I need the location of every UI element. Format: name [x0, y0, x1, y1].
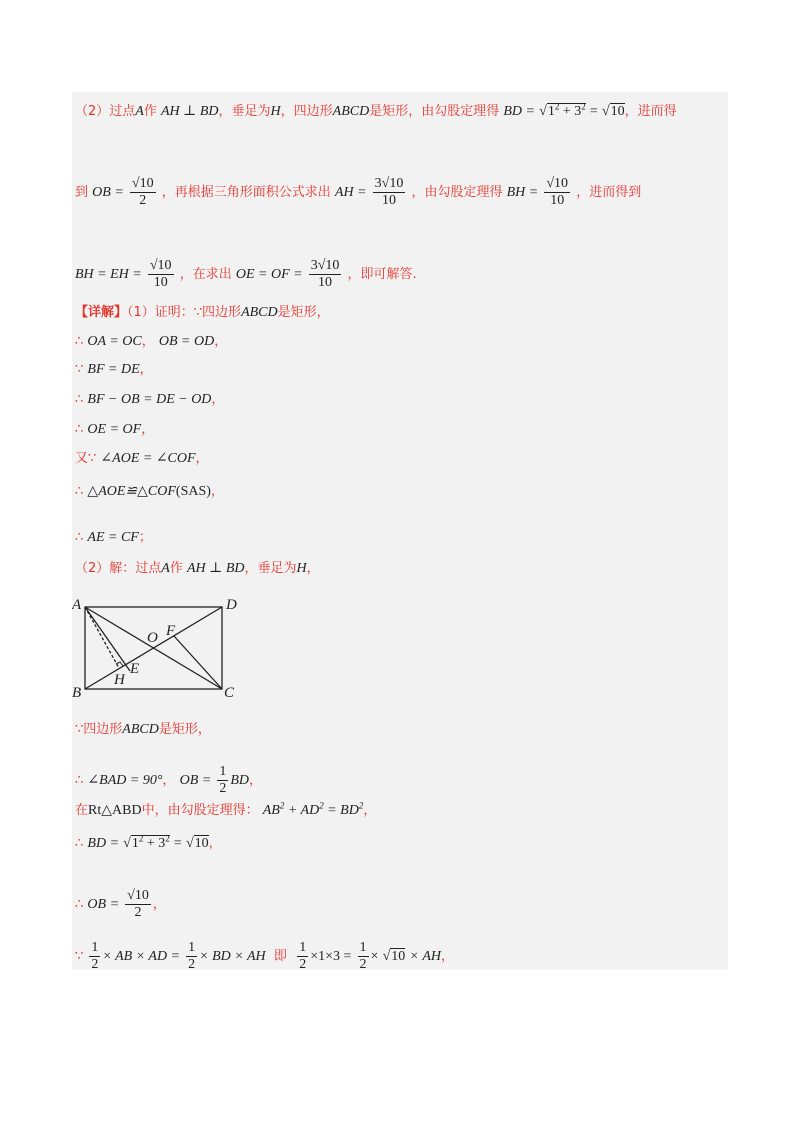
solution-line-10: [75, 722, 211, 738]
segment-ah: [85, 607, 119, 668]
fraction: $\frac{√10}{2}$: [127, 888, 149, 920]
math-bh: BH =: [506, 185, 539, 200]
solution-line-1: [75, 305, 330, 321]
math-sas: (SAS): [175, 484, 211, 499]
fraction: $\frac{√10}{10}$: [149, 258, 172, 290]
math-ah-perp-bd: AH ⊥ BD: [187, 561, 245, 576]
text: ，: [139, 362, 153, 377]
label-f: F: [166, 623, 176, 639]
solution-line-13: [75, 833, 222, 852]
analysis-line-3: [75, 258, 417, 291]
text: ，由勾股定理得: [411, 185, 503, 200]
fraction-half: $\frac{1}{2}$: [299, 940, 307, 972]
text: ，: [195, 451, 209, 466]
text: ，: [441, 949, 455, 964]
label-h: H: [114, 672, 125, 688]
text: 又∵: [75, 451, 97, 466]
fraction-half: $\frac{1}{2}$: [91, 940, 99, 972]
solution-line-14: [75, 888, 166, 921]
sqrt-10: √10: [382, 949, 406, 964]
math: × AB × AD =: [102, 949, 181, 964]
math: ∠AOE = ∠COF: [100, 451, 196, 466]
solution-line-12: [75, 800, 377, 819]
math-ah-perp-bd: AH ⊥ BD: [161, 104, 219, 119]
label-a: A: [72, 597, 82, 613]
text: ，: [141, 334, 155, 349]
text: ，: [249, 773, 263, 788]
solution-line-11: [75, 764, 262, 797]
analysis-line-2: [75, 176, 641, 209]
solution-line-6: [75, 451, 209, 467]
text: ，四边形: [280, 104, 333, 119]
math-ob: OB =: [179, 773, 212, 788]
solution-line-7: [75, 484, 224, 500]
sqrt-expression: $√1^2 + 3^2$: [123, 833, 170, 851]
sqrt-10: √10: [601, 104, 625, 119]
text: ，垂足为: [244, 561, 297, 576]
label-d: D: [226, 597, 237, 613]
math: AE = CF: [87, 530, 139, 545]
solution-line-3: [75, 362, 153, 378]
math: × BD × AH: [199, 949, 266, 964]
math-abcd: ABCD: [332, 104, 370, 119]
text: 是矩形，: [158, 722, 211, 737]
math: ∠BAD = 90°: [87, 773, 163, 788]
text: ，: [211, 392, 225, 407]
math-ob: OB =: [87, 897, 120, 912]
text: ，: [306, 561, 320, 576]
text: ∵四边形: [75, 722, 123, 737]
fraction: $\frac{3√10}{10}$: [374, 176, 404, 208]
sqrt-expression: $√1^2 + 3^2$: [539, 101, 586, 119]
text: 在: [75, 803, 89, 818]
math: OE = OF: [87, 422, 142, 437]
fraction-half: $\frac{1}{2}$: [188, 940, 196, 972]
text: ，: [363, 803, 377, 818]
therefore-symbol: ∴: [75, 392, 84, 407]
text: ，: [152, 897, 166, 912]
rectangle-figure: [72, 596, 252, 704]
math: △AOE≌△COF: [87, 484, 176, 499]
text: ，垂足为: [218, 104, 271, 119]
text: 即: [273, 949, 287, 964]
therefore-symbol: ∴: [75, 422, 84, 437]
math: × AH: [409, 949, 441, 964]
text: ，: [214, 334, 228, 349]
math-abcd: ABCD: [122, 722, 159, 737]
detail-tag: 【详解】: [75, 305, 128, 320]
text: ，: [208, 836, 222, 851]
math-oe-of: OE = OF =: [235, 267, 303, 282]
math-point-a: A: [135, 104, 144, 119]
text: （1）证明：∵四边形: [127, 305, 242, 320]
label-c: C: [224, 685, 235, 701]
equals: =: [173, 836, 182, 851]
text: 是矩形，由勾股定理得: [369, 104, 500, 119]
math: ×1×3 =: [310, 949, 352, 964]
segment-fc: [174, 636, 222, 689]
math: OA = OC: [87, 334, 142, 349]
math-point-a: A: [161, 561, 170, 576]
math-point-h: H: [296, 561, 307, 576]
text: 作: [143, 104, 157, 119]
therefore-symbol: ∴: [75, 773, 84, 788]
text: ，进而得到: [576, 185, 642, 200]
text: （2）过点: [75, 104, 136, 119]
math: BF = DE: [87, 362, 140, 377]
text: ；: [138, 530, 152, 545]
math-ah: AH =: [334, 185, 367, 200]
solution-line-8: [75, 530, 152, 546]
math-bd: BD =: [503, 104, 535, 119]
fraction-half: $\frac{1}{2}$: [359, 940, 367, 972]
solution-line-5: [75, 422, 154, 438]
math: BD: [230, 773, 249, 788]
fraction: $\frac{√10}{2}$: [131, 176, 154, 208]
solution-line-9: [75, 561, 320, 577]
because-symbol: ∵: [75, 949, 84, 964]
solution-line-2: [75, 334, 227, 350]
because-symbol: ∵: [75, 362, 84, 377]
analysis-line-1: [75, 101, 677, 120]
therefore-symbol: ∴: [75, 484, 84, 499]
therefore-symbol: ∴: [75, 530, 84, 545]
math-ob: OB =: [92, 185, 124, 200]
text: ，: [141, 422, 155, 437]
math-bd: BD =: [87, 836, 120, 851]
math: OB = OD: [158, 334, 215, 349]
sqrt-10: √10: [185, 836, 209, 851]
segment-ae: [85, 607, 130, 671]
label-e: E: [130, 661, 140, 677]
math-bh-eh: BH = EH =: [75, 267, 142, 282]
therefore-symbol: ∴: [75, 836, 84, 851]
label-b: B: [72, 685, 82, 701]
fraction: $\frac{3√10}{10}$: [310, 258, 340, 290]
text: ，: [162, 773, 176, 788]
therefore-symbol: ∴: [75, 334, 84, 349]
label-o: O: [147, 630, 158, 646]
math-abcd: ABCD: [241, 305, 278, 320]
therefore-symbol: ∴: [75, 897, 84, 912]
text: ，即可解答.: [347, 267, 417, 282]
fraction: $\frac{1}{2}$: [219, 764, 227, 796]
math-pythagoras: $AB^2 + AD^2 = BD^2$: [262, 800, 364, 818]
text: 到: [75, 185, 89, 200]
equals: =: [589, 104, 598, 119]
text: 中，由勾股定理得：: [141, 803, 259, 818]
solution-line-4: [75, 392, 224, 408]
math: BF − OB = DE − OD: [87, 392, 212, 407]
text: ，在求出: [179, 267, 232, 282]
text: ，: [210, 484, 224, 499]
text: 是矩形，: [277, 305, 330, 320]
text: ，再根据三角形面积公式求出: [161, 185, 331, 200]
text: ，进而得: [624, 104, 677, 119]
math: ×: [370, 949, 379, 964]
text: 作: [169, 561, 183, 576]
math-triangle: Rt△ABD: [88, 803, 142, 818]
solution-line-15: [75, 940, 454, 973]
math-point-h: H: [270, 104, 281, 119]
fraction: $\frac{√10}{10}$: [546, 176, 569, 208]
text: （2）解：过点: [75, 561, 162, 576]
